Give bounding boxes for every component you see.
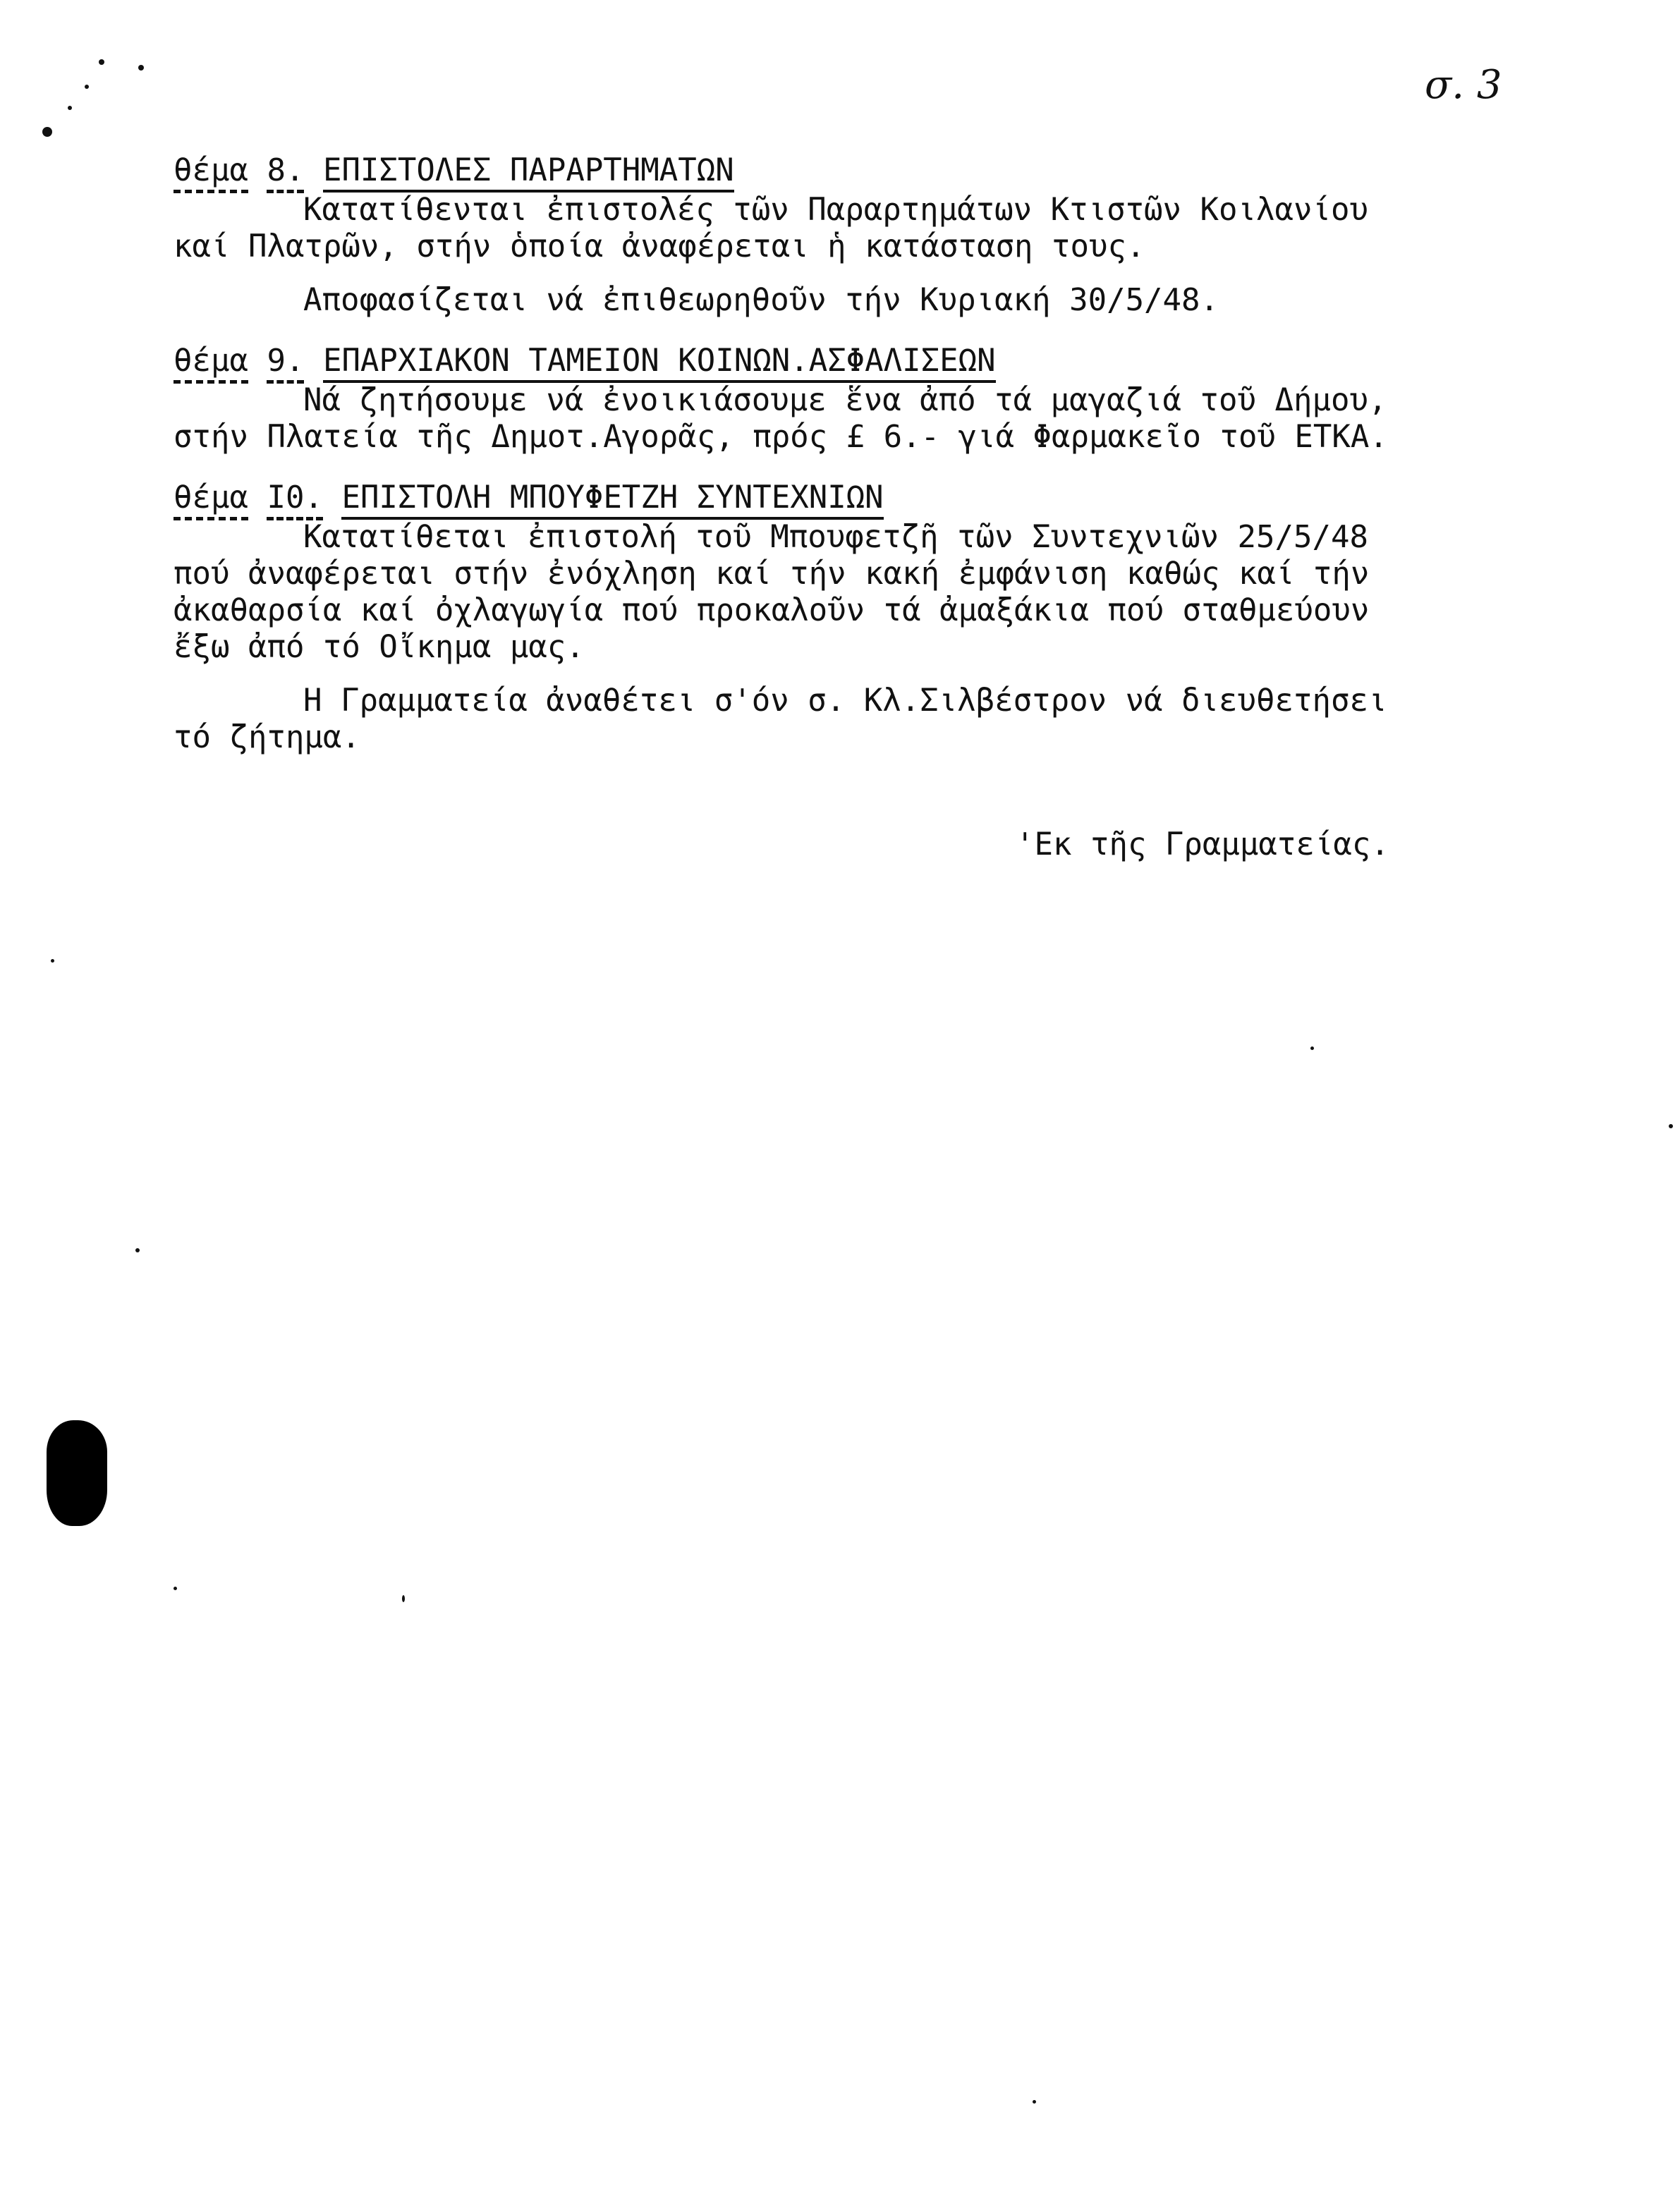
scan-speck [138,65,144,71]
item-number: 9. [267,343,304,384]
text-line: Νά ζητήσουμε νά ἐνοικιάσουμε ἕνα ἀπό τά μαγαζιά τοῦ Δήμου, [303,382,1387,418]
scan-speck [174,1587,177,1590]
text-line: τό ζήτημα. [174,719,360,755]
scan-speck [1033,2100,1036,2104]
text-line: Κατατίθενται ἐπιστολές τῶν Παραρτημάτων Κτιστῶν Κοιλανίου [303,192,1368,228]
text-line: ἔξω ἀπό τό Οἴκημα μας. [174,629,585,665]
item-heading [174,477,1584,519]
scan-speck [135,1248,140,1252]
scan-speck [51,959,54,963]
closing-signature: 'Εκ τῆς Γραμματείας. [1016,826,1389,862]
item-heading [174,340,1584,382]
text-line: Αποφασίζεται νά ἐπιθεωρηθοῦν τήν Κυριακή 30/5/48. [303,282,1219,318]
minutes-body [174,149,1584,756]
item-number: 8. [267,152,304,193]
text-line: Κατατίθεται ἐπιστολή τοῦ Μπουφετζῆ τῶν Συντεχνιῶν 25/5/48 [303,519,1368,555]
scan-speck [1669,1124,1673,1128]
text-line: πού ἀναφέρεται στήν ἐνόχληση καί τήν κακή ἐμφάνιση καθώς καί τήν [174,556,1370,592]
text-line: καί Πλατρῶν, στήν ὁποία ἀναφέρεται ἡ κατάσταση τους. [174,228,1145,264]
scan-speck [68,106,72,110]
text-line: στήν Πλατεία τῆς Δημοτ.Αγορᾶς, πρός £ 6.- γιά Φαρμακεῖο τοῦ ΕΤΚΑ. [174,419,1388,455]
scan-speck [402,1595,405,1602]
item-number: Ι0. [267,480,322,520]
item-label: θέμα [174,480,248,520]
ink-blot [47,1420,107,1526]
scan-speck [1310,1046,1314,1050]
item-title: ΕΠΙΣΤΟΛΕΣ ΠΑΡΑΡΤΗΜΑΤΩΝ [323,152,734,193]
item-label: θέμα [174,152,248,193]
scan-speck [85,85,89,89]
item-heading [174,149,1584,192]
text-line: Η Γραμματεία ἀναθέτει σ'όν σ. Κλ.Σιλβέστρον νά διευθετήσει [303,683,1387,719]
scan-speck [42,127,52,137]
item-title: ΕΠΑΡΧΙΑΚΟΝ ΤΑΜΕΙΟΝ ΚΟΙΝΩΝ.ΑΣΦΑΛΙΣΕΩΝ [323,343,996,383]
item-label: θέμα [174,343,248,384]
scan-speck [99,59,104,65]
item-title: ΕΠΙΣΤΟΛΗ ΜΠΟΥΦΕΤΖΗ ΣΥΝΤΕΧΝΙΩΝ [341,480,883,520]
text-line: ἀκαθαρσία καί ὀχλαγωγία πού προκαλοῦν τά ἀμαξάκια πού σταθμεύουν [174,592,1370,628]
page-number: σ. 3 [1425,62,1502,108]
